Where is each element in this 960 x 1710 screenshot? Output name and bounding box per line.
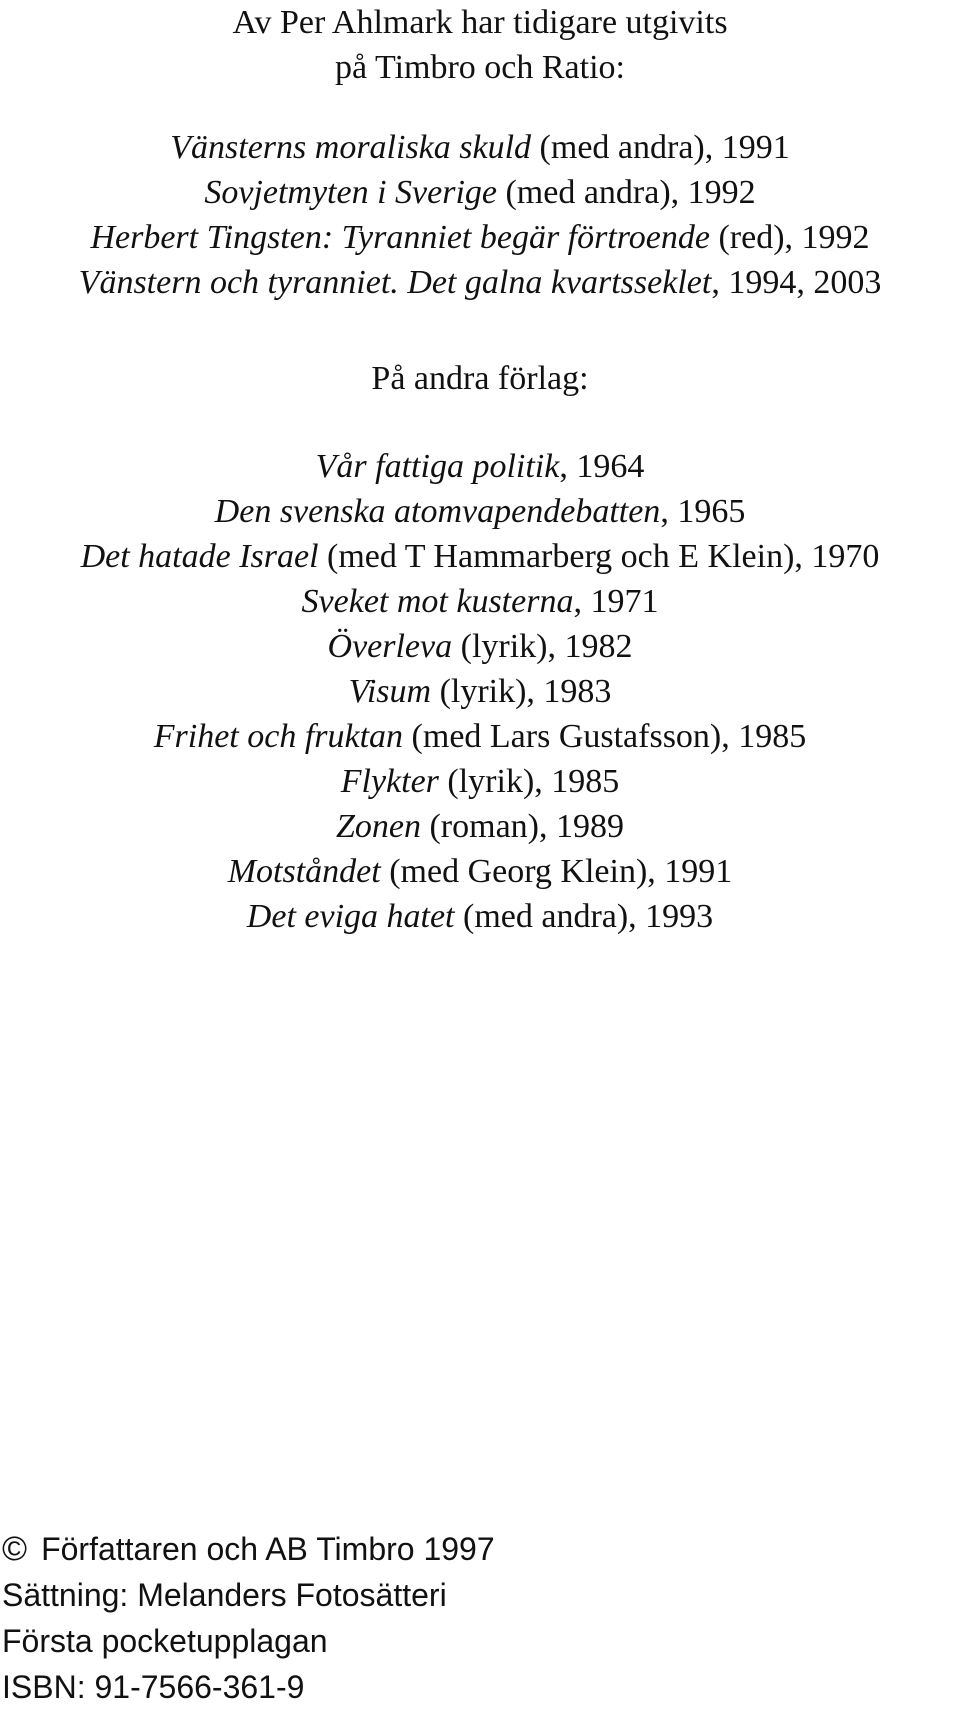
work-title: Sovjetmyten i Sverige bbox=[204, 174, 497, 211]
typesetting-line: Sättning: Melanders Fotosätteri bbox=[2, 1577, 447, 1613]
work-details: , 1971 bbox=[573, 583, 659, 620]
heading-line-1: Av Per Ahlmark har tidigare utgivits bbox=[232, 4, 728, 41]
heading-previous-works-timbro bbox=[0, 0, 960, 90]
work-title: Vår fattiga politik bbox=[315, 448, 560, 485]
colophon bbox=[2, 1526, 495, 1710]
work-title: Sveket mot kusterna bbox=[301, 583, 574, 620]
work-title: Vänsterns moraliska skuld bbox=[170, 129, 532, 166]
work-details: (med andra), 1993 bbox=[454, 898, 714, 935]
work-title: Zonen bbox=[335, 808, 421, 845]
work-title: Överleva bbox=[327, 628, 453, 665]
work-title: Den svenska atomvapendebatten bbox=[214, 493, 661, 530]
work-details: , 1965 bbox=[660, 493, 746, 530]
work-details: (lyrik), 1982 bbox=[452, 628, 633, 665]
work-details: (med andra), 1992 bbox=[496, 174, 756, 211]
work-title: Herbert Tingsten: Tyranniet begär förtroende bbox=[90, 219, 710, 256]
work-details: (roman), 1989 bbox=[420, 808, 624, 845]
work-details: (red), 1992 bbox=[709, 219, 870, 256]
work-title: Vänstern och tyranniet. Det galna kvartsseklet bbox=[78, 264, 712, 301]
list-item bbox=[0, 624, 960, 669]
list-item bbox=[0, 215, 960, 260]
work-details: (med andra), 1991 bbox=[531, 129, 790, 166]
list-item bbox=[0, 804, 960, 849]
list-item bbox=[0, 759, 960, 804]
heading-line-2: på Timbro och Ratio: bbox=[335, 49, 625, 86]
work-title: Det eviga hatet bbox=[246, 898, 455, 935]
list-item bbox=[0, 894, 960, 939]
work-details: , 1994, 2003 bbox=[711, 264, 882, 301]
work-details: (med T Hammarberg och E Klein), 1970 bbox=[318, 538, 880, 575]
heading-other-publishers bbox=[0, 356, 960, 401]
heading-other-label: På andra förlag: bbox=[371, 360, 589, 397]
list-item bbox=[0, 534, 960, 579]
list-item bbox=[0, 444, 960, 489]
copyright-icon: © bbox=[2, 1530, 28, 1568]
work-title: Frihet och fruktan bbox=[153, 718, 404, 755]
list-item bbox=[0, 170, 960, 215]
list-item bbox=[0, 489, 960, 534]
list-item bbox=[0, 260, 960, 305]
list-item bbox=[0, 579, 960, 624]
work-title: Flykter bbox=[340, 763, 439, 800]
isbn-line: ISBN: 91-7566-361-9 bbox=[2, 1669, 305, 1705]
edition-line: Första pocketupplagan bbox=[2, 1623, 328, 1659]
work-title: Visum bbox=[348, 673, 432, 710]
work-title: Motståndet bbox=[227, 853, 381, 890]
list-item bbox=[0, 849, 960, 894]
work-details: (med Lars Gustafsson), 1985 bbox=[403, 718, 807, 755]
works-list-timbro bbox=[0, 125, 960, 305]
works-list-other bbox=[0, 444, 960, 939]
list-item bbox=[0, 669, 960, 714]
work-details: (lyrik), 1983 bbox=[431, 673, 612, 710]
copyright-line bbox=[2, 1526, 495, 1572]
work-details: (med Georg Klein), 1991 bbox=[380, 853, 733, 890]
list-item bbox=[0, 125, 960, 170]
work-title: Det hatade Israel bbox=[80, 538, 319, 575]
copyright-text: Författaren och AB Timbro 1997 bbox=[41, 1531, 495, 1567]
list-item bbox=[0, 714, 960, 759]
work-details: , 1964 bbox=[559, 448, 645, 485]
work-details: (lyrik), 1985 bbox=[438, 763, 620, 800]
